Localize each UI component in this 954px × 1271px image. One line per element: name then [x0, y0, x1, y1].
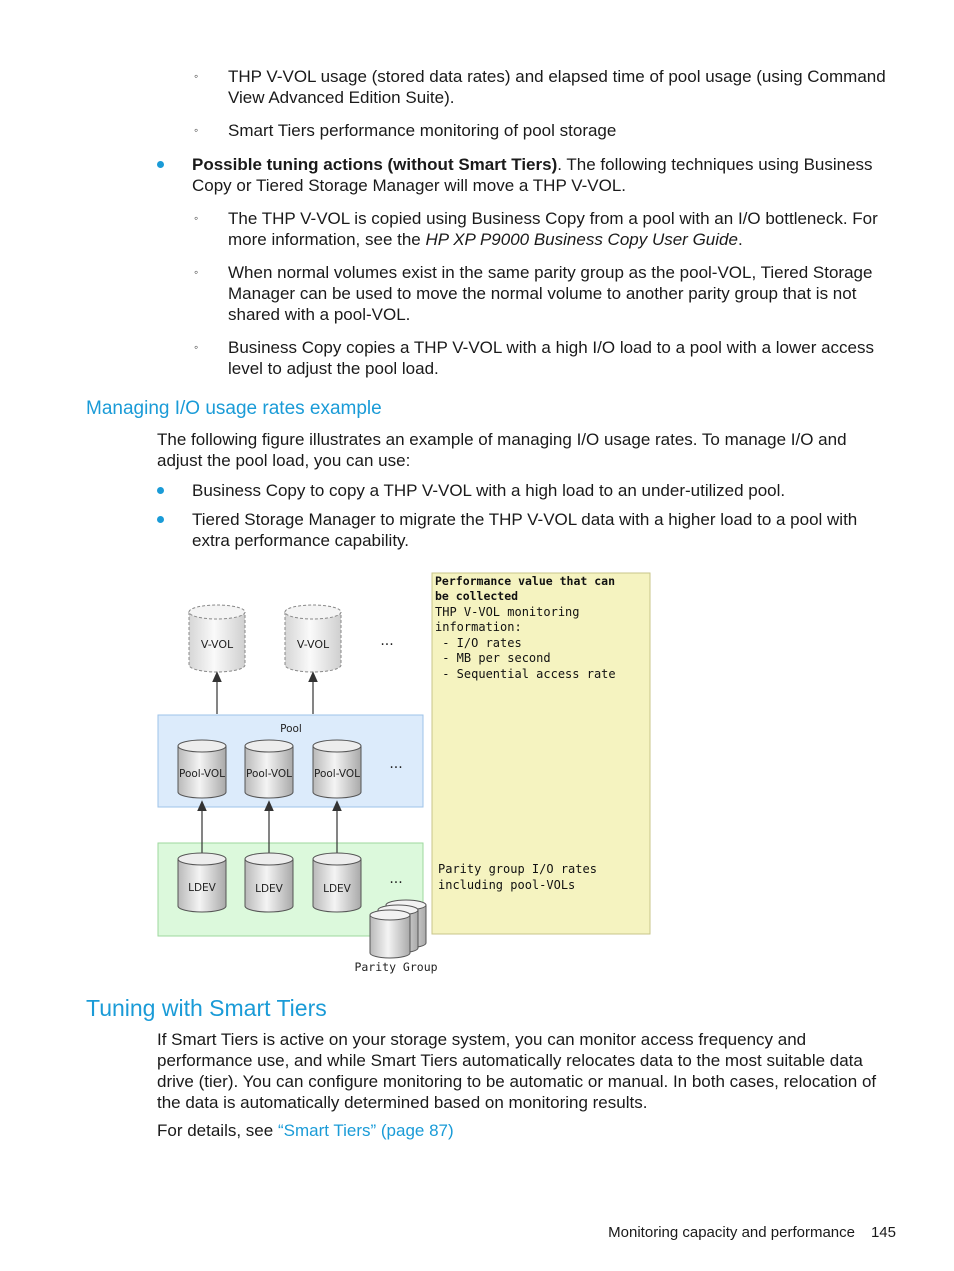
page-number: 145 [870, 1224, 896, 1241]
sub-bullet-tiered-storage: When normal volumes exist in the same parity group as the pool-VOL, Tiered Storage Manager can be used to move the normal volume to another parity group that is not shared with a pool-VOL. [228, 263, 873, 324]
poolvol-label: Pool-VOL [313, 768, 361, 780]
info-bottom-line: including pool-VOLs [438, 878, 576, 892]
ldev-label: LDEV [188, 882, 216, 894]
sub-bullet-marker: ◦ [194, 265, 199, 279]
sub-text-end: . [737, 230, 743, 249]
sub-text: The THP V-VOL is copied using Business Copy from a pool with an I/O bottleneck. For more information, see the [228, 209, 878, 249]
info-item: - Sequential access rate [435, 667, 616, 681]
sub-bullet-high-io-load: Business Copy copies a THP V-VOL with a high I/O load to a pool with a lower access level to adjust the pool load. [228, 338, 875, 378]
vvol-label: V-VOL [296, 638, 330, 651]
bullet-dot [157, 161, 164, 168]
section-heading-io-usage: Managing I/O usage rates example [86, 398, 382, 419]
sub-bullet-marker: ◦ [194, 123, 199, 137]
poolvol-label: Pool-VOL [178, 768, 226, 780]
ldev-label: LDEV [255, 883, 283, 895]
parity-group-stack [370, 900, 426, 958]
sub-bullet-marker: ◦ [194, 69, 199, 83]
bullet-dot [157, 516, 164, 523]
pool-label: Pool [280, 723, 302, 735]
io-usage-figure [150, 566, 660, 978]
footer-section: Monitoring capacity and performance [608, 1224, 855, 1241]
bullet-bold-lead: Possible tuning actions (without Smart Tiers) [192, 155, 558, 174]
vvol-label: V-VOL [200, 638, 234, 651]
info-item: - I/O rates [435, 636, 522, 650]
guide-title: HP XP P9000 Business Copy User Guide [425, 230, 738, 249]
smart-tiers-link[interactable]: “Smart Tiers” (page 87) [277, 1121, 454, 1140]
info-item: - MB per second [435, 651, 551, 665]
bullet-business-copy: Business Copy to copy a THP V-VOL with a high load to an under-utilized pool. [192, 481, 786, 500]
bullet-tiered-storage: Tiered Storage Manager to migrate the THP V-VOL data with a higher load to a pool with extra performance capability. [192, 510, 858, 550]
ellipsis: ... [380, 633, 394, 649]
page-footer [608, 1222, 896, 1243]
parity-group-label: Parity Group [354, 960, 438, 974]
sub-bullet-marker: ◦ [194, 211, 199, 225]
poolvol-label: Pool-VOL [245, 768, 293, 780]
smart-tiers-paragraph: If Smart Tiers is active on your storage system, you can monitor access frequency and performance use, and while Smart Tiers automatically relocates data to the most suitable data drive (tier). You can configure monitoring to be automatic or manual. In both cases, relocation of the data is automatically determined based on monitoring results. [157, 1030, 877, 1112]
section-intro-paragraph: The following figure illustrates an example of managing I/O usage rates. To manage I/O and adjust the pool load, you can use: [157, 430, 847, 470]
ellipsis: ... [389, 871, 403, 887]
sub-bullet-business-copy [228, 208, 898, 250]
info-bottom-line: Parity group I/O rates [438, 862, 597, 876]
info-title-line: Performance value that can [435, 574, 616, 588]
ldev-label: LDEV [323, 883, 351, 895]
details-line [157, 1120, 902, 1141]
details-prefix: For details, see [157, 1121, 278, 1140]
sub-bullet-smart-tiers-monitoring: Smart Tiers performance monitoring of pool storage [228, 121, 617, 140]
info-title-line: be collected [435, 589, 519, 603]
info-line: information: [435, 620, 522, 634]
sub-bullet-vvol-usage: THP V-VOL usage (stored data rates) and elapsed time of pool usage (using Command View Advanced Edition Suite). [228, 67, 886, 107]
bullet-rest-text: . The following techniques using Business Copy or Tiered Storage Manager will move a THP V-VOL. [192, 155, 873, 195]
bullet-tuning-actions [192, 154, 892, 196]
sub-bullet-marker: ◦ [194, 340, 199, 354]
bullet-dot [157, 487, 164, 494]
info-line: THP V-VOL monitoring [435, 605, 580, 619]
ellipsis: ... [389, 756, 403, 772]
section-heading-smart-tiers: Tuning with Smart Tiers [86, 995, 327, 1021]
